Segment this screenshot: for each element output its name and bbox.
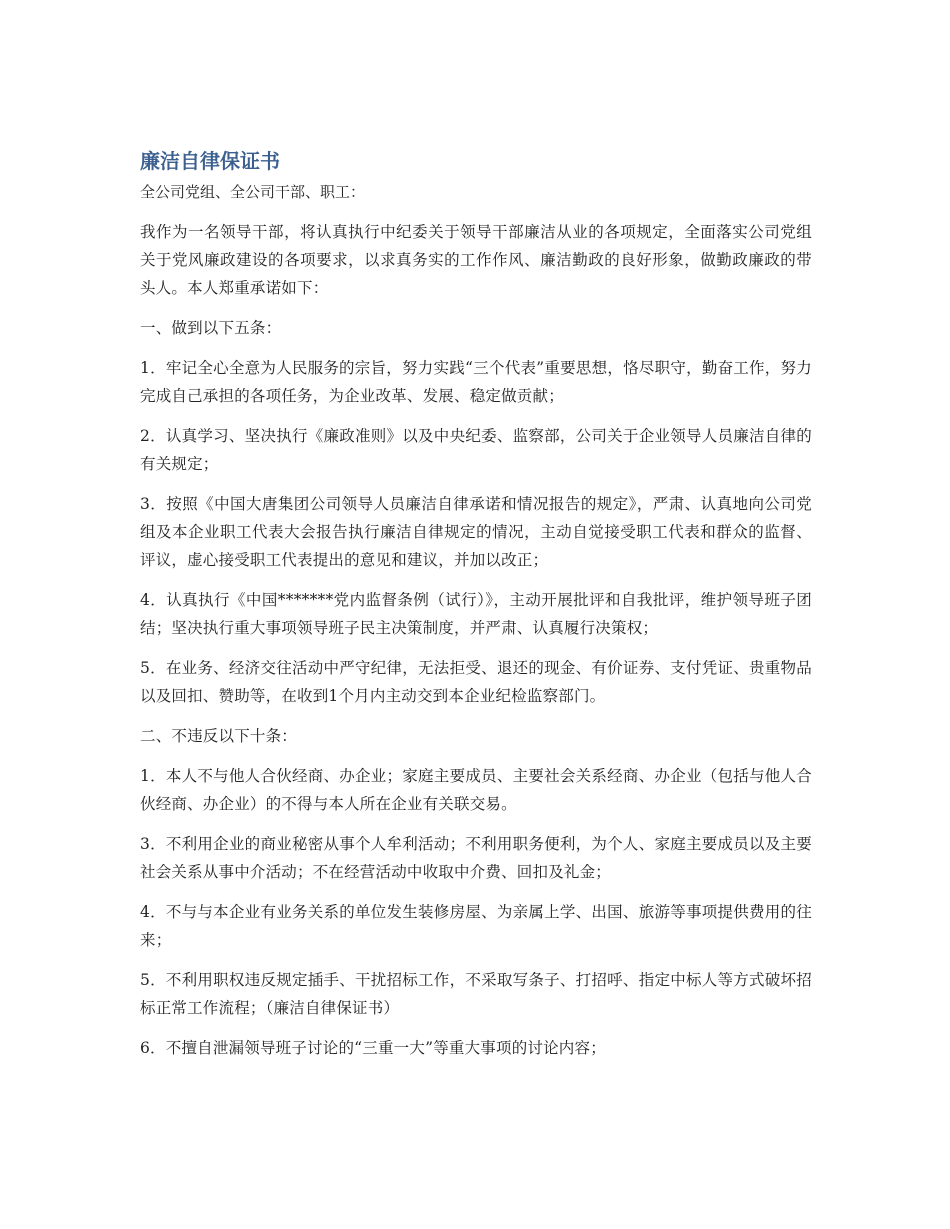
list-item: 1．牢记全心全意为人民服务的宗旨，努力实践“三个代表”重要思想，恪尽职守，勤奋工作，努力完成自己承担的各项任务，为企业改革、发展、稳定做贡献； [140, 359, 812, 405]
list-item: 5．在业务、经济交往活动中严守纪律，无法拒受、退还的现金、有价证券、支付凭证、贵重物品以及回扣、赞助等，在收到1个月内主动交到本企业纪检监察部门。 [140, 659, 812, 705]
section-heading-five-items: 一、做到以下五条： [140, 319, 282, 337]
list-item: 4．认真执行《中国*******党内监督条例（试行）》，主动开展批评和自我批评，维护领导班子团结；坚决执行重大事项领导班子民主决策制度，并严肃、认真履行决策权； [140, 591, 812, 637]
list-item: 5．不利用职权违反规定插手、干扰招标工作，不采取写条子、打招呼、指定中标人等方式破坏招标正常工作流程；（廉洁自律保证书） [140, 971, 812, 1017]
salutation: 全公司党组、全公司干部、职工： [140, 183, 366, 201]
list-item: 4．不与与本企业有业务关系的单位发生装修房屋、为亲属上学、出国、旅游等事项提供费用的往来； [140, 903, 812, 949]
list-item: 3．按照《中国大唐集团公司领导人员廉洁自律承诺和情况报告的规定》，严肃、认真地向公司党组及本企业职工代表大会报告执行廉洁自律规定的情况，主动自觉接受职工代表和群众的监督、评议，虚心接受职工代表提出的意见和建议，并加以改正； [140, 495, 812, 569]
list-item: 1．本人不与他人合伙经商、办企业；家庭主要成员、主要社会关系经商、办企业（包括与他人合伙经商、办企业）的不得与本人所在企业有关联交易。 [140, 767, 812, 813]
section-heading-ten-items: 二、不违反以下十条： [140, 727, 298, 745]
list-item: 6．不擅自泄漏领导班子讨论的“三重一大”等重大事项的讨论内容； [140, 1039, 606, 1057]
document-page [140, 146, 812, 1062]
list-item: 3．不利用企业的商业秘密从事个人牟利活动；不利用职务便利，为个人、家庭主要成员以及主要社会关系从事中介活动；不在经营活动中收取中介费、回扣及礼金； [140, 835, 812, 881]
intro-paragraph: 我作为一名领导干部，将认真执行中纪委关于领导干部廉洁从业的各项规定，全面落实公司党组关于党风廉政建设的各项要求，以求真务实的工作作风、廉洁勤政的良好形象，做勤政廉政的带头人。本人郑重承诺如下： [140, 223, 812, 297]
document-title: 廉洁自律保证书 [140, 149, 280, 173]
list-item: 2．认真学习、坚决执行《廉政准则》以及中央纪委、监察部，公司关于企业领导人员廉洁自律的有关规定； [140, 427, 812, 473]
